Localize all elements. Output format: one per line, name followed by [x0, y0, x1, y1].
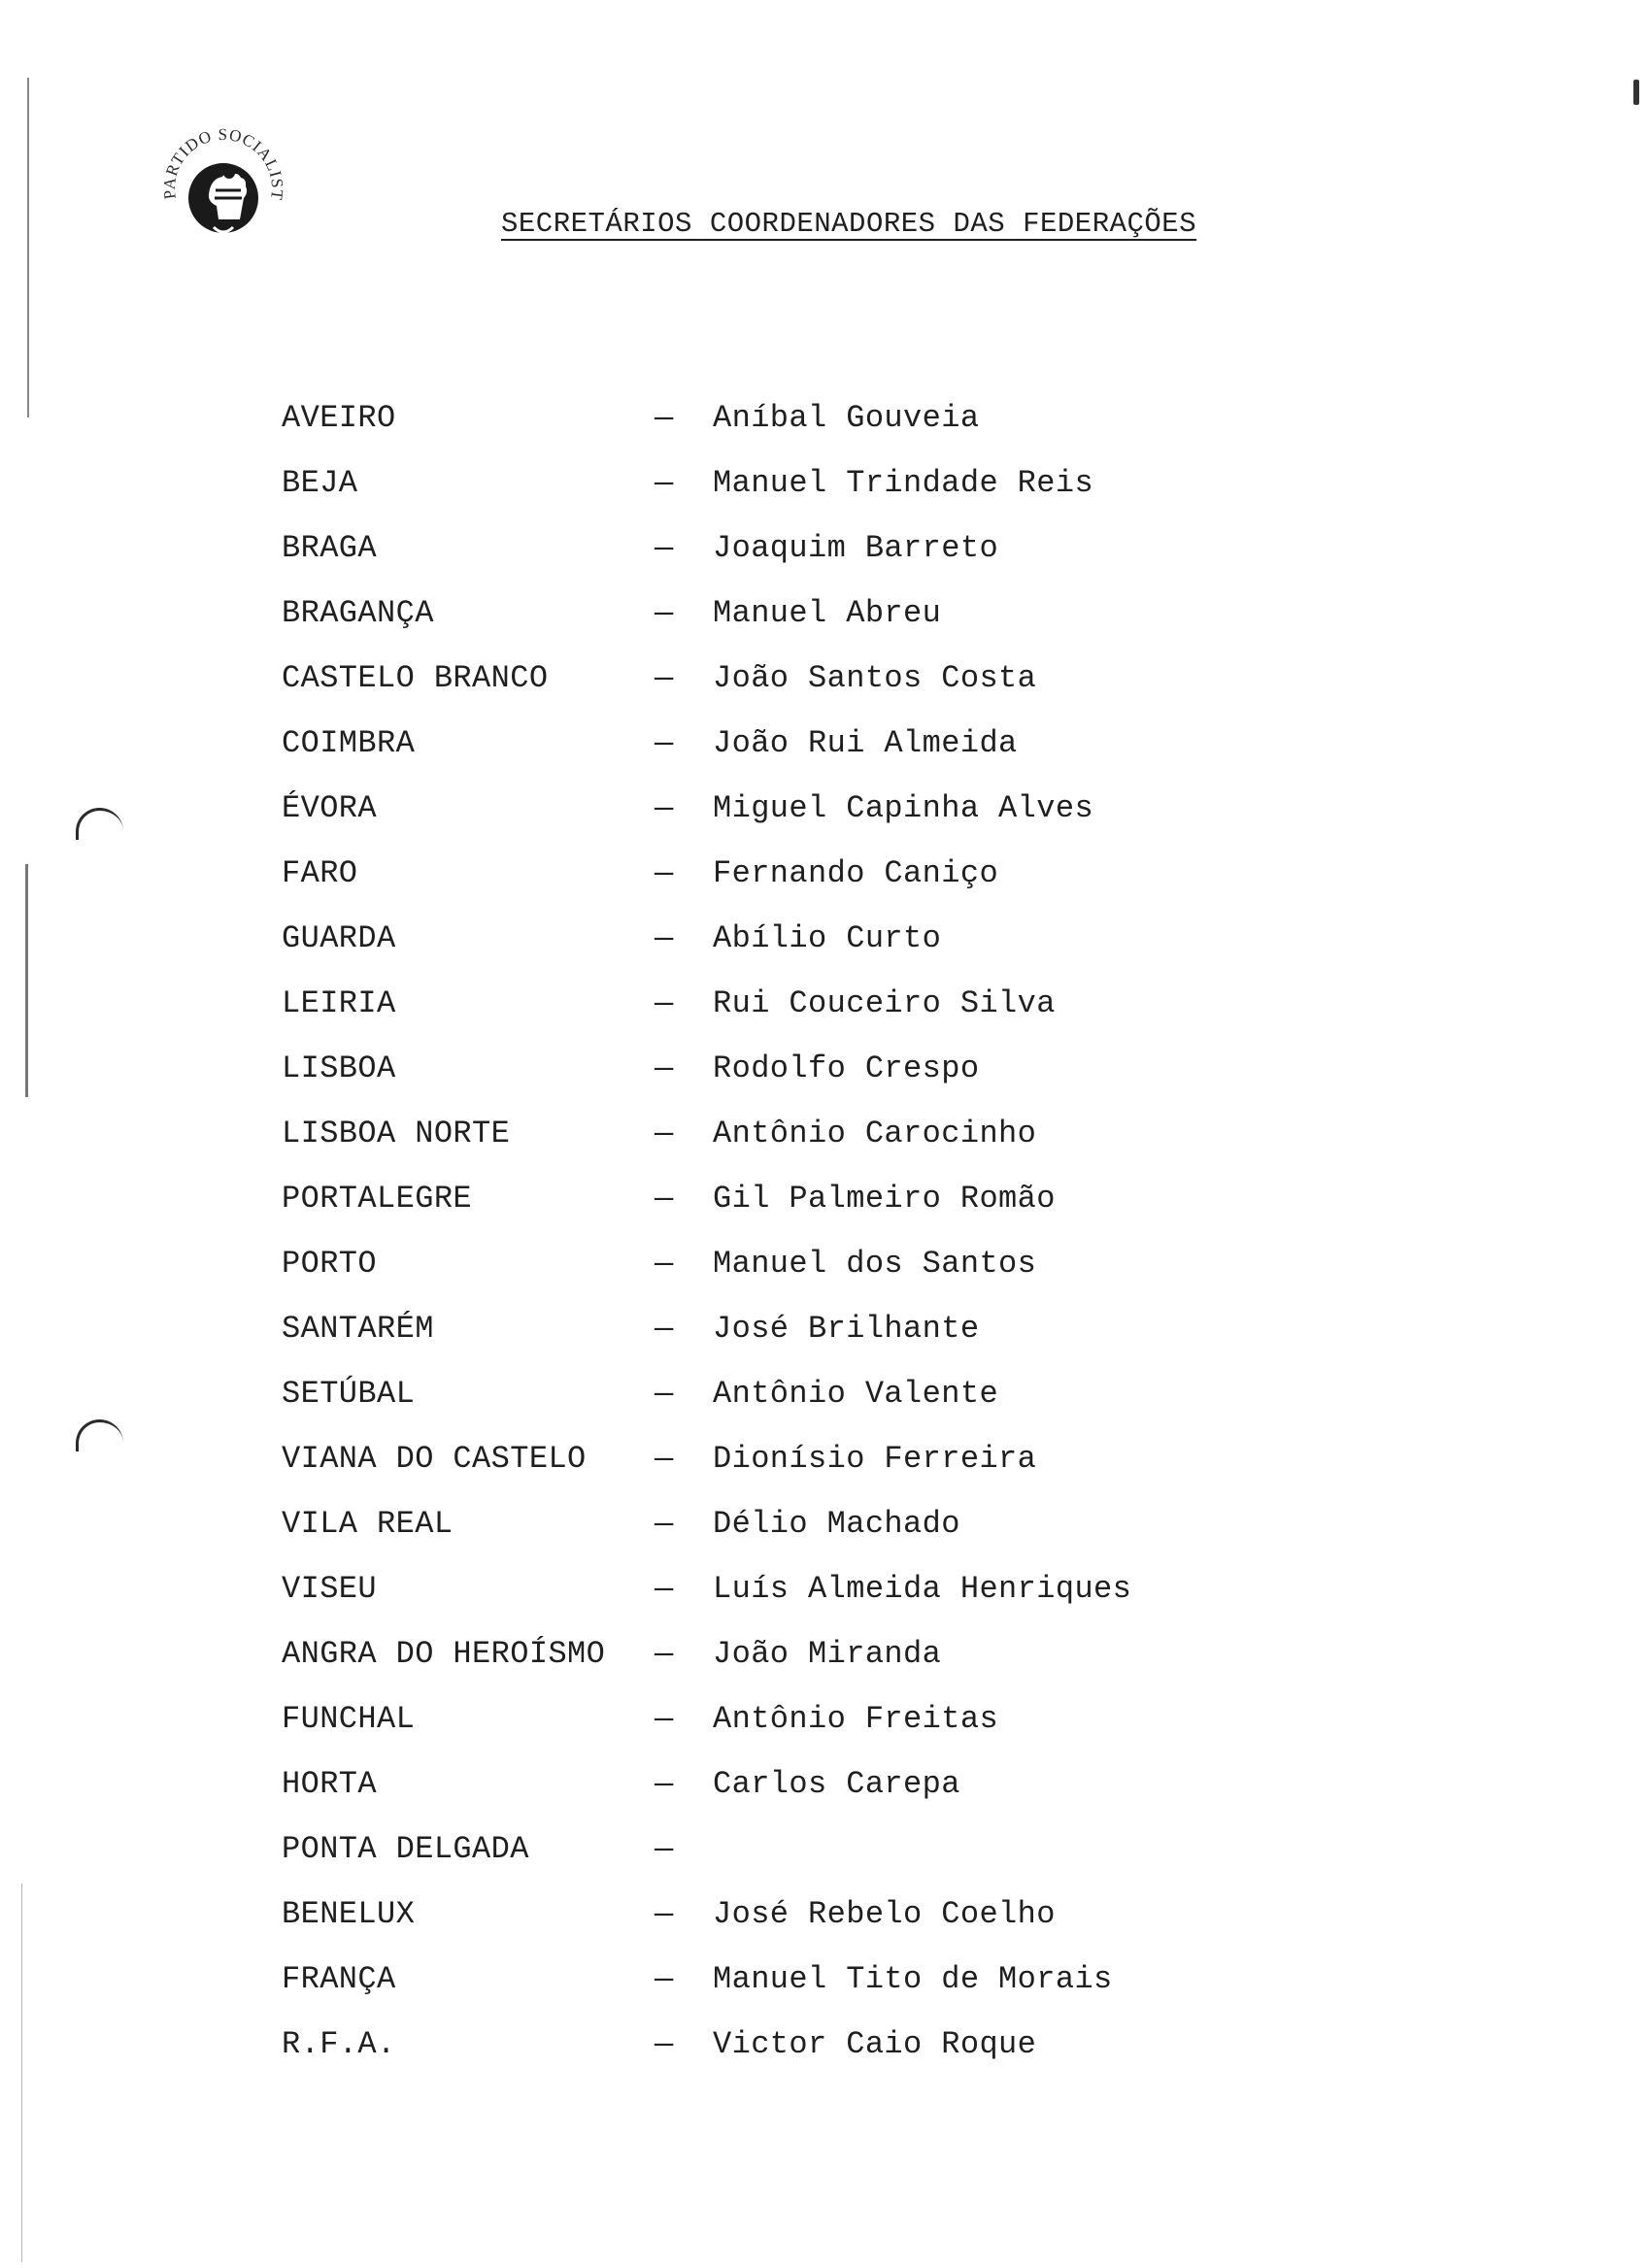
federation-name: AVEIRO — [282, 400, 396, 436]
list-item — [282, 725, 1350, 790]
list-item — [282, 790, 1350, 855]
secretary-name: Fernando Caniço — [713, 855, 999, 891]
federation-name: BRAGANÇA — [282, 595, 434, 631]
scan-edge-mark — [27, 78, 29, 417]
federation-name: SETÚBAL — [282, 1376, 416, 1412]
separator-dash: — — [655, 855, 674, 891]
secretary-name: Rodolfo Crespo — [713, 1051, 980, 1086]
secretary-name: Victor Caio Roque — [713, 2026, 1037, 2062]
scan-edge-mark — [25, 864, 28, 1097]
list-item — [282, 595, 1350, 660]
separator-dash: — — [655, 725, 674, 761]
secretary-name: Aníbal Gouveia — [713, 400, 980, 436]
list-item — [282, 1506, 1350, 1571]
separator-dash: — — [655, 530, 674, 566]
separator-dash: — — [655, 920, 674, 956]
separator-dash: — — [655, 1506, 674, 1542]
federation-name: PORTALEGRE — [282, 1181, 473, 1217]
list-item — [282, 1961, 1350, 2026]
separator-dash: — — [655, 1116, 674, 1151]
list-item — [282, 530, 1350, 595]
secretary-name: Manuel dos Santos — [713, 1246, 1037, 1282]
separator-dash: — — [655, 465, 674, 501]
list-item — [282, 400, 1350, 465]
list-item — [282, 855, 1350, 920]
federation-secretaries-list — [282, 400, 1350, 2091]
federation-name: COIMBRA — [282, 725, 416, 761]
scan-corner-mark — [1633, 80, 1639, 105]
separator-dash: — — [655, 1181, 674, 1217]
list-item — [282, 660, 1350, 725]
list-item — [282, 1441, 1350, 1506]
federation-name: BEJA — [282, 465, 358, 501]
separator-dash: — — [655, 1766, 674, 1802]
federation-name: LEIRIA — [282, 985, 396, 1021]
secretary-name: Abílio Curto — [713, 920, 942, 956]
secretary-name: José Brilhante — [713, 1311, 980, 1347]
list-item — [282, 1051, 1350, 1116]
scan-edge-mark — [21, 1884, 22, 2262]
secretary-name: Dionísio Ferreira — [713, 1441, 1037, 1477]
federation-name: HORTA — [282, 1766, 378, 1802]
secretary-name: Miguel Capinha Alves — [713, 790, 1094, 826]
list-item — [282, 2026, 1350, 2091]
secretary-name: João Miranda — [713, 1636, 942, 1672]
federation-name: LISBOA NORTE — [282, 1116, 511, 1151]
federation-name: BENELUX — [282, 1896, 416, 1932]
list-item — [282, 465, 1350, 530]
separator-dash: — — [655, 1246, 674, 1282]
list-item — [282, 1181, 1350, 1246]
list-item — [282, 985, 1350, 1051]
separator-dash: — — [655, 1051, 674, 1086]
separator-dash: — — [655, 1701, 674, 1737]
secretary-name: José Rebelo Coelho — [713, 1896, 1056, 1932]
separator-dash: — — [655, 595, 674, 631]
separator-dash: — — [655, 790, 674, 826]
secretary-name: Antônio Freitas — [713, 1701, 999, 1737]
secretary-name: Manuel Trindade Reis — [713, 465, 1094, 501]
secretary-name: Luís Almeida Henriques — [713, 1571, 1132, 1607]
list-item — [282, 1636, 1350, 1701]
list-item — [282, 1246, 1350, 1311]
separator-dash: — — [655, 985, 674, 1021]
federation-name: ANGRA DO HEROÍSMO — [282, 1636, 606, 1672]
separator-dash: — — [655, 1441, 674, 1477]
list-item — [282, 1896, 1350, 1961]
federation-name: LISBOA — [282, 1051, 396, 1086]
secretary-name: Rui Couceiro Silva — [713, 985, 1056, 1021]
federation-name: PONTA DELGADA — [282, 1831, 529, 1867]
separator-dash: — — [655, 2026, 674, 2062]
federation-name: FUNCHAL — [282, 1701, 416, 1737]
separator-dash: — — [655, 1961, 674, 1997]
federation-name: R.F.A. — [282, 2026, 396, 2062]
federation-name: VIANA DO CASTELO — [282, 1441, 587, 1477]
secretary-name: Gil Palmeiro Romão — [713, 1181, 1056, 1217]
separator-dash: — — [655, 1831, 674, 1867]
secretary-name: Carlos Carepa — [713, 1766, 960, 1802]
separator-dash: — — [655, 1311, 674, 1347]
federation-name: ÉVORA — [282, 790, 378, 826]
federation-name: GUARDA — [282, 920, 396, 956]
federation-name: BRAGA — [282, 530, 378, 566]
secretary-name: Joaquim Barreto — [713, 530, 999, 566]
secretary-name: João Santos Costa — [713, 660, 1037, 696]
list-item — [282, 1116, 1350, 1181]
svg-text:PARTIDO SOCIALISTA: PARTIDO SOCIALIST — [159, 126, 287, 201]
secretary-name: Manuel Tito de Morais — [713, 1961, 1113, 1997]
list-item — [282, 1831, 1350, 1896]
separator-dash: — — [655, 400, 674, 436]
secretary-name: Antônio Carocinho — [713, 1116, 1037, 1151]
federation-name: FARO — [282, 855, 358, 891]
federation-name: VILA REAL — [282, 1506, 454, 1542]
list-item — [282, 1311, 1350, 1376]
list-item — [282, 1571, 1350, 1636]
punch-hole-mark — [76, 1419, 123, 1451]
list-item — [282, 920, 1350, 985]
separator-dash: — — [655, 660, 674, 696]
secretary-name: Manuel Abreu — [713, 595, 942, 631]
secretary-name: Antônio Valente — [713, 1376, 999, 1412]
list-item — [282, 1376, 1350, 1441]
federation-name: VISEU — [282, 1571, 378, 1607]
federation-name: CASTELO BRANCO — [282, 660, 549, 696]
separator-dash: — — [655, 1571, 674, 1607]
federation-name: FRANÇA — [282, 1961, 396, 1997]
secretary-name: João Rui Almeida — [713, 725, 1018, 761]
party-logo-icon — [155, 126, 291, 262]
separator-dash: — — [655, 1896, 674, 1932]
list-item — [282, 1766, 1350, 1831]
punch-hole-mark — [76, 808, 123, 840]
federation-name: SANTARÉM — [282, 1311, 434, 1347]
federation-name: PORTO — [282, 1246, 378, 1282]
separator-dash: — — [655, 1636, 674, 1672]
list-item — [282, 1701, 1350, 1766]
secretary-name: Délio Machado — [713, 1506, 960, 1542]
page-title: SECRETÁRIOS COORDENADORES DAS FEDERAÇÕES — [501, 208, 1197, 240]
separator-dash: — — [655, 1376, 674, 1412]
